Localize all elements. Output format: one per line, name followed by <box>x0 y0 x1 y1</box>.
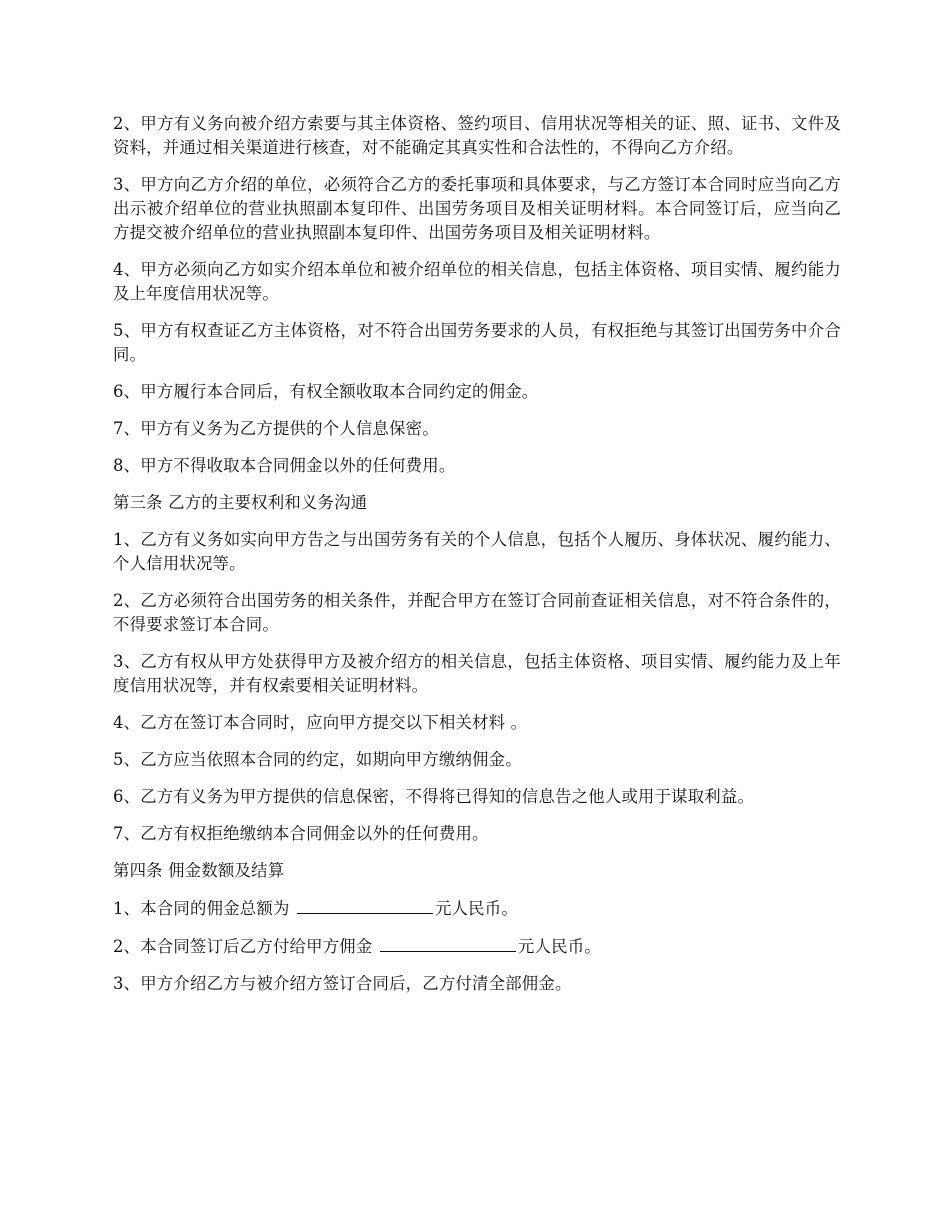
clause-a7: 7、甲方有义务为乙方提供的个人信息保密。 <box>113 419 439 438</box>
clause-b3: 3、乙方有权从甲方处获得甲方及被介绍方的相关信息，包括主体资格、项目实情、履约能力及上年度信用状况等，并有权索要相关证明材料。 <box>113 652 841 695</box>
clause-a5: 5、甲方有权查证乙方主体资格，对不符合出国劳务要求的人员，有权拒绝与其签订出国劳务中介合同。 <box>113 321 841 364</box>
clause-b6: 6、乙方有义务为甲方提供的信息保密，不得将已得知的信息告之他人或用于谋取利益。 <box>113 787 755 806</box>
fee-after-sign-suffix: 元人民币。 <box>517 937 601 956</box>
clause-b2: 2、乙方必须符合出国劳务的相关条件，并配合甲方在签订合同前查证相关信息，对不符合条件的，不得要求签订本合同。 <box>113 591 841 634</box>
clause-c1 <box>113 896 841 921</box>
fee-total-prefix: 1、本合同的佣金总额为 <box>113 899 290 918</box>
fee-after-sign-blank-line[interactable] <box>380 934 516 952</box>
clause-c2 <box>113 934 841 959</box>
fee-total-suffix: 元人民币。 <box>434 899 518 918</box>
document-page <box>113 112 841 1009</box>
clause-b5: 5、乙方应当依照本合同的约定，如期向甲方缴纳佣金。 <box>113 750 522 769</box>
clause-b7: 7、乙方有权拒绝缴纳本合同佣金以外的任何费用。 <box>113 824 489 843</box>
clause-b1: 1、乙方有义务如实向甲方告之与出国劳务有关的个人信息，包括个人履历、身体状况、履约能力、个人信用状况等。 <box>113 530 841 573</box>
section-heading-article-3: 第三条 乙方的主要权利和义务沟通 <box>113 493 368 512</box>
clause-a4: 4、甲方必须向乙方如实介绍本单位和被介绍单位的相关信息，包括主体资格、项目实情、履约能力及上年度信用状况等。 <box>113 260 841 303</box>
clause-a8: 8、甲方不得收取本合同佣金以外的任何费用。 <box>113 456 456 475</box>
clause-a6: 6、甲方履行本合同后，有权全额收取本合同约定的佣金。 <box>113 382 539 401</box>
clause-c3: 3、甲方介绍乙方与被介绍方签订合同后，乙方付清全部佣金。 <box>113 974 572 993</box>
fee-after-sign-prefix: 2、本合同签订后乙方付给甲方佣金 <box>113 937 373 956</box>
fee-total-blank-line[interactable] <box>297 896 433 914</box>
clause-a2: 2、甲方有义务向被介绍方索要与其主体资格、签约项目、信用状况等相关的证、照、证书、文件及资料，并通过相关渠道进行核查，对不能确定其真实性和合法性的，不得向乙方介绍。 <box>113 114 841 157</box>
clause-b4: 4、乙方在签订本合同时，应向甲方提交以下相关材料 。 <box>113 713 528 732</box>
section-heading-article-4: 第四条 佣金数额及结算 <box>113 861 285 880</box>
clause-a3: 3、甲方向乙方介绍的单位，必须符合乙方的委托事项和具体要求，与乙方签订本合同时应当向乙方出示被介绍单位的营业执照副本复印件、出国劳务项目及相关证明材料。本合同签订后，应当向乙方提交被介绍单位的营业执照副本复印件、出国劳务项目及相关证明材料。 <box>113 175 841 242</box>
